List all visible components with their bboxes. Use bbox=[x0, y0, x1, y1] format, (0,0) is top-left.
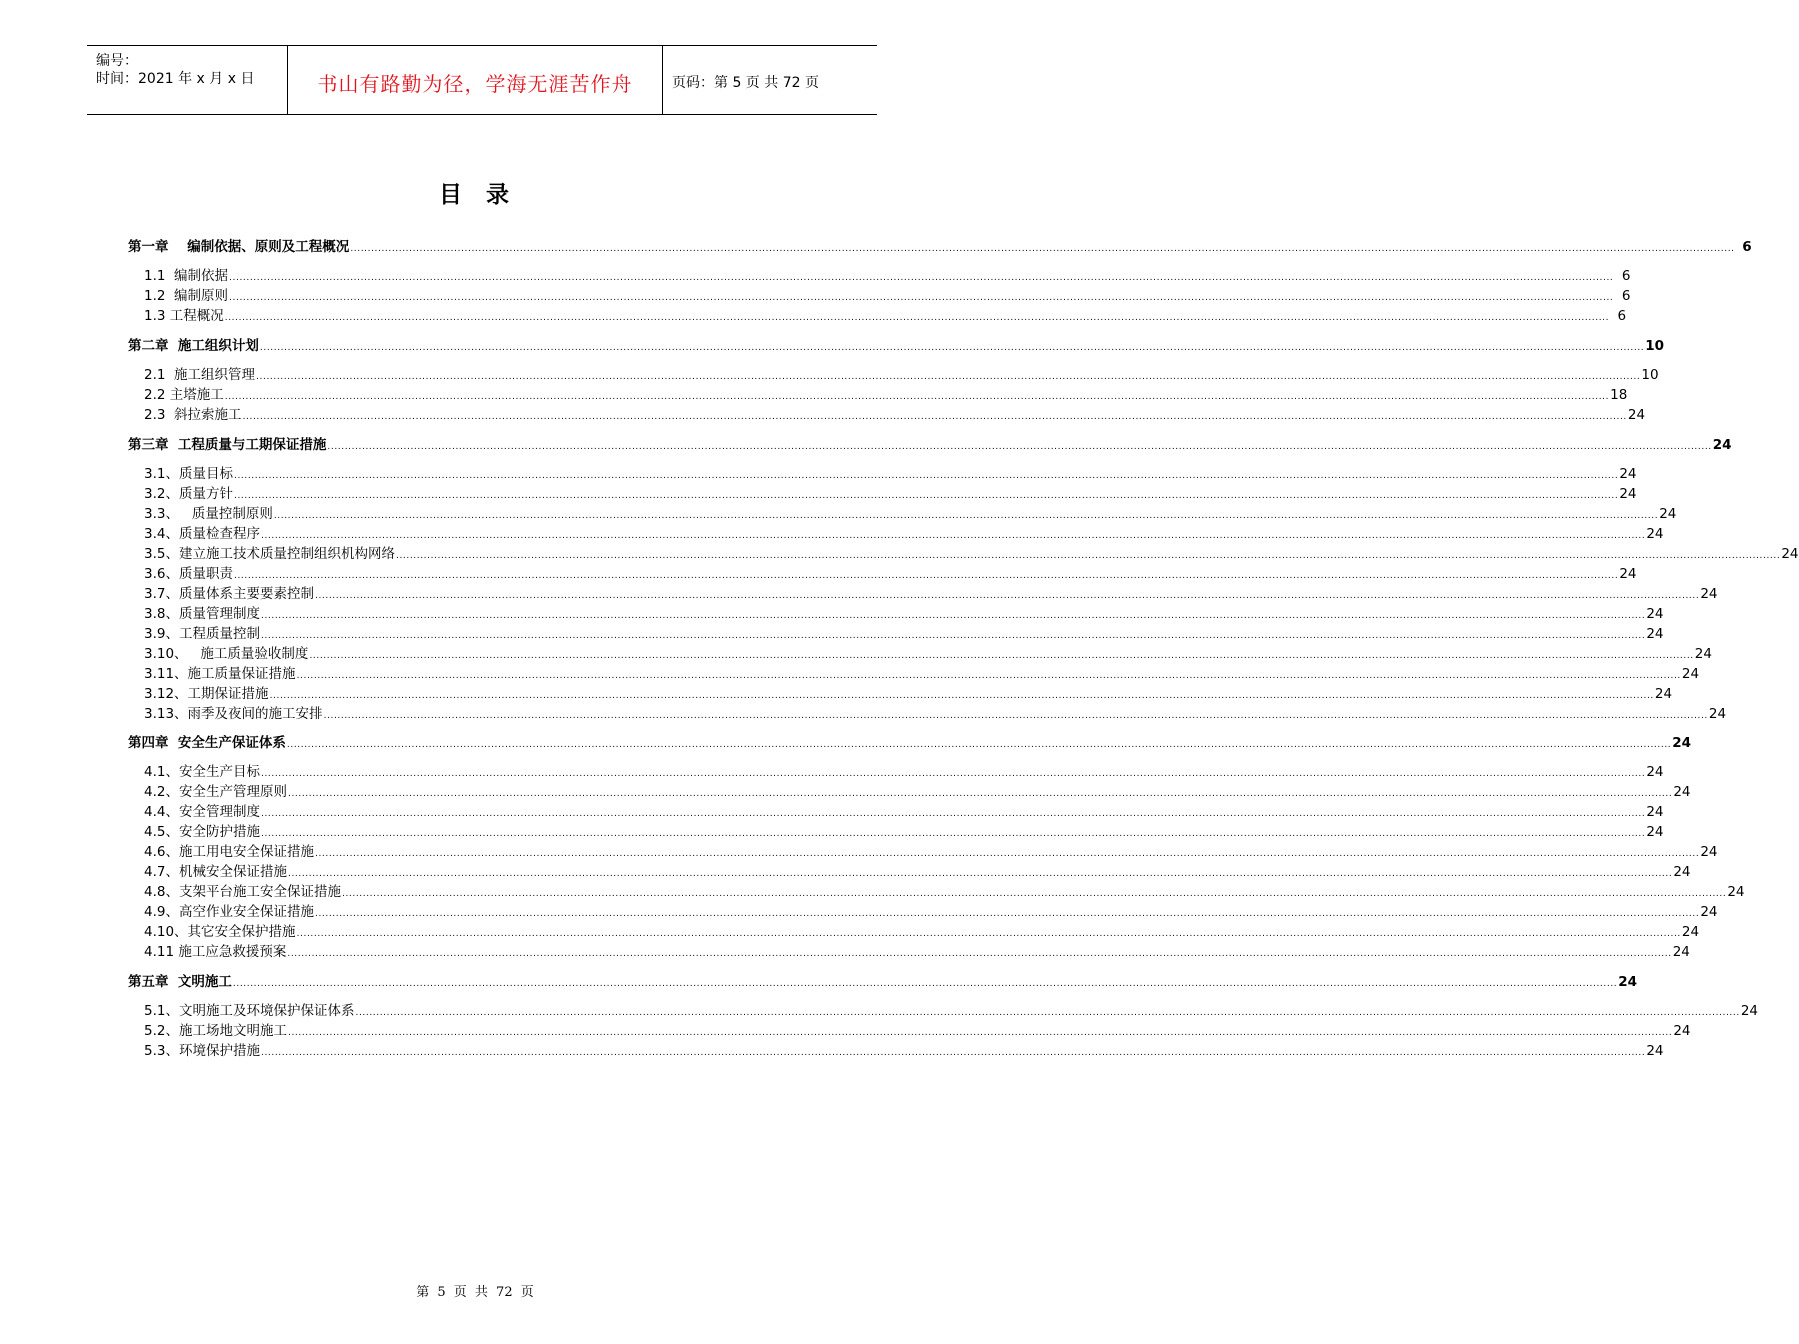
toc-dot-leader: ................................................................................................................................................................................................................................................................................................................................................................................................................ bbox=[287, 789, 1673, 799]
toc-dot-leader: ................................................................................................................................................................................................................................................................................................................................................................................................................ bbox=[341, 889, 1727, 899]
toc-chapter-entry[interactable] bbox=[128, 434, 1732, 454]
toc-page-number: 24 bbox=[1646, 626, 1664, 642]
toc-page-number: 24 bbox=[1708, 706, 1727, 722]
toc-dot-leader: ................................................................................................................................................................................................................................................................................................................................................................................................................ bbox=[260, 769, 1646, 779]
toc-page-number: 24 bbox=[1646, 804, 1664, 820]
toc-page-number: 24 bbox=[1659, 506, 1677, 522]
toc-section-entry[interactable] bbox=[144, 603, 1664, 623]
toc-dot-leader: ................................................................................................................................................................................................................................................................................................................................................................................................................ bbox=[314, 849, 1700, 859]
toc-page-number: 6 bbox=[1621, 288, 1631, 304]
toc-page-number: 24 bbox=[1681, 666, 1700, 682]
toc-section-entry[interactable] bbox=[144, 781, 1691, 801]
header-motto: 书山有路勤为径，学海无涯苦作舟 bbox=[317, 72, 633, 96]
document-number-label: 编号： bbox=[96, 53, 138, 69]
toc-section-entry[interactable] bbox=[144, 881, 1745, 901]
toc-section-entry[interactable] bbox=[144, 761, 1664, 781]
toc-chapter-entry[interactable] bbox=[128, 971, 1638, 991]
toc-page-number: 10 bbox=[1641, 367, 1659, 383]
toc-entry-label: 1.2 编制原则 bbox=[144, 288, 229, 304]
toc-dot-leader: ................................................................................................................................................................................................................................................................................................................................................................................................................ bbox=[260, 531, 1646, 541]
toc-page-number: 24 bbox=[1727, 884, 1745, 900]
toc-section-entry[interactable] bbox=[144, 703, 1727, 723]
toc-entry-label: 3.11、施工质量保证措施 bbox=[144, 666, 296, 682]
toc-section-entry[interactable] bbox=[144, 563, 1637, 583]
toc-entry-label: 5.3、环境保护措施 bbox=[144, 1043, 260, 1059]
toc-page-number: 10 bbox=[1645, 338, 1665, 354]
toc-chapter-entry[interactable] bbox=[128, 732, 1692, 752]
toc-section-entry[interactable] bbox=[144, 861, 1691, 881]
toc-entry-label: 第二章 施工组织计划 bbox=[128, 338, 259, 354]
toc-dot-leader: ................................................................................................................................................................................................................................................................................................................................................................................................................ bbox=[233, 471, 1619, 481]
toc-section-entry[interactable] bbox=[144, 463, 1637, 483]
document-time-label: 时间：2021 年 x 月 x 日 bbox=[96, 71, 255, 87]
toc-dot-leader: ................................................................................................................................................................................................................................................................................................................................................................................................................ bbox=[229, 273, 1614, 283]
toc-entry-label: 4.7、机械安全保证措施 bbox=[144, 864, 287, 880]
toc-section-entry[interactable] bbox=[144, 623, 1664, 643]
toc-dot-leader: ................................................................................................................................................................................................................................................................................................................................................................................................................ bbox=[233, 571, 1619, 581]
toc-section-entry[interactable] bbox=[144, 384, 1628, 404]
toc-section-entry[interactable] bbox=[144, 583, 1718, 603]
toc-page-number: 24 bbox=[1619, 566, 1637, 582]
toc-entry-label: 2.1 施工组织管理 bbox=[144, 367, 256, 383]
toc-entry-label: 4.2、安全生产管理原则 bbox=[144, 784, 287, 800]
toc-section-entry[interactable] bbox=[144, 503, 1677, 523]
toc-page-number: 24 bbox=[1646, 526, 1664, 542]
toc-dot-leader: ................................................................................................................................................................................................................................................................................................................................................................................................................ bbox=[309, 651, 1694, 661]
toc-dot-leader: ................................................................................................................................................................................................................................................................................................................................................................................................................ bbox=[259, 343, 1645, 353]
toc-entry-label: 1.1 编制依据 bbox=[144, 268, 229, 284]
toc-page-number: 24 bbox=[1672, 735, 1692, 751]
toc-entry-label: 3.4、质量检查程序 bbox=[144, 526, 260, 542]
toc-page-number: 24 bbox=[1673, 1023, 1691, 1039]
toc-page-number: 24 bbox=[1673, 864, 1691, 880]
toc-dot-leader: ................................................................................................................................................................................................................................................................................................................................................................................................................ bbox=[395, 551, 1781, 561]
toc-entry-label: 3.6、质量职责 bbox=[144, 566, 233, 582]
toc-dot-leader: ................................................................................................................................................................................................................................................................................................................................................................................................................ bbox=[296, 929, 1681, 939]
toc-chapter-entry[interactable] bbox=[128, 335, 1665, 355]
toc-dot-leader: ................................................................................................................................................................................................................................................................................................................................................................................................................ bbox=[233, 491, 1619, 501]
toc-entry-label: 2.3 斜拉索施工 bbox=[144, 407, 242, 423]
toc-entry-label: 4.6、施工用电安全保证措施 bbox=[144, 844, 314, 860]
toc-page-number: 24 bbox=[1618, 974, 1638, 990]
toc-page-number: 24 bbox=[1619, 486, 1637, 502]
toc-page-number: 24 bbox=[1619, 466, 1637, 482]
toc-entry-label: 3.3、 质量控制原则 bbox=[144, 506, 273, 522]
toc-section-entry[interactable] bbox=[144, 285, 1631, 305]
toc-section-entry[interactable] bbox=[144, 801, 1664, 821]
toc-dot-leader: ................................................................................................................................................................................................................................................................................................................................................................................................................ bbox=[323, 711, 1708, 721]
toc-dot-leader: ................................................................................................................................................................................................................................................................................................................................................................................................................ bbox=[242, 412, 1627, 422]
toc-dot-leader: ................................................................................................................................................................................................................................................................................................................................................................................................................ bbox=[260, 631, 1646, 641]
toc-entry-label: 3.1、质量目标 bbox=[144, 466, 233, 482]
toc-dot-leader: ................................................................................................................................................................................................................................................................................................................................................................................................................ bbox=[287, 949, 1672, 959]
toc-entry-label: 4.11 施工应急救援预案 bbox=[144, 944, 287, 960]
toc-page-number: 24 bbox=[1700, 904, 1718, 920]
toc-dot-leader: ................................................................................................................................................................................................................................................................................................................................................................................................................ bbox=[286, 740, 1672, 750]
toc-entry-label: 4.8、支架平台施工安全保证措施 bbox=[144, 884, 341, 900]
toc-section-entry[interactable] bbox=[144, 1020, 1691, 1040]
toc-page-number: 6 bbox=[1621, 268, 1631, 284]
toc-section-entry[interactable] bbox=[144, 1040, 1664, 1060]
toc-dot-leader: ................................................................................................................................................................................................................................................................................................................................................................................................................ bbox=[327, 442, 1712, 452]
title-char-right: 录 bbox=[486, 182, 511, 208]
toc-dot-leader: ................................................................................................................................................................................................................................................................................................................................................................................................................ bbox=[224, 392, 1610, 402]
toc-section-entry[interactable] bbox=[144, 404, 1646, 424]
toc-section-entry[interactable] bbox=[144, 921, 1700, 941]
toc-page-number: 6 bbox=[1742, 239, 1752, 255]
toc-entry-label: 3.13、雨季及夜间的施工安排 bbox=[144, 706, 323, 722]
toc-section-entry[interactable] bbox=[144, 543, 1799, 563]
toc-section-entry[interactable] bbox=[144, 821, 1664, 841]
toc-dot-leader: ................................................................................................................................................................................................................................................................................................................................................................................................................ bbox=[260, 1048, 1646, 1058]
toc-entry-label: 2.2 主塔施工 bbox=[144, 387, 224, 403]
toc-entry-label: 3.2、质量方针 bbox=[144, 486, 233, 502]
toc-page-number: 24 bbox=[1627, 407, 1646, 423]
toc-dot-leader: ................................................................................................................................................................................................................................................................................................................................................................................................................ bbox=[224, 313, 1610, 323]
toc-dot-leader: ................................................................................................................................................................................................................................................................................................................................................................................................................ bbox=[314, 591, 1700, 601]
toc-entry-label: 4.9、高空作业安全保证措施 bbox=[144, 904, 314, 920]
toc-entry-label: 5.2、施工场地文明施工 bbox=[144, 1023, 287, 1039]
toc-entry-label: 3.9、工程质量控制 bbox=[144, 626, 260, 642]
header-page-info: 页码：第 5 页 共 72 页 bbox=[672, 75, 819, 91]
toc-page-number: 24 bbox=[1646, 606, 1664, 622]
toc-dot-leader: ................................................................................................................................................................................................................................................................................................................................................................................................................ bbox=[229, 293, 1614, 303]
toc-section-entry[interactable] bbox=[144, 683, 1673, 703]
toc-page-number: 24 bbox=[1712, 437, 1732, 453]
toc-entry-label: 3.12、工期保证措施 bbox=[144, 686, 269, 702]
toc-page-number: 24 bbox=[1700, 844, 1718, 860]
toc-section-entry[interactable] bbox=[144, 663, 1700, 683]
toc-page-number: 24 bbox=[1740, 1003, 1759, 1019]
toc-entry-label: 3.10、 施工质量验收制度 bbox=[144, 646, 309, 662]
toc-section-entry[interactable] bbox=[144, 941, 1690, 961]
toc-entry-label: 第三章 工程质量与工期保证措施 bbox=[128, 437, 327, 453]
toc-page-number: 6 bbox=[1617, 308, 1627, 324]
toc-page-number: 24 bbox=[1673, 784, 1691, 800]
toc-section-entry[interactable] bbox=[144, 265, 1631, 285]
toc-dot-leader: ................................................................................................................................................................................................................................................................................................................................................................................................................ bbox=[260, 611, 1646, 621]
toc-entry-label: 3.8、质量管理制度 bbox=[144, 606, 260, 622]
toc-section-entry[interactable] bbox=[144, 305, 1627, 325]
toc-dot-leader: ................................................................................................................................................................................................................................................................................................................................................................................................................ bbox=[350, 244, 1735, 254]
toc-page-number: 18 bbox=[1610, 387, 1628, 403]
toc-entry-label: 3.7、质量体系主要要素控制 bbox=[144, 586, 314, 602]
toc-page-number: 24 bbox=[1681, 924, 1700, 940]
toc-section-entry[interactable] bbox=[144, 1000, 1759, 1020]
toc-dot-leader: ................................................................................................................................................................................................................................................................................................................................................................................................................ bbox=[232, 979, 1618, 989]
toc-dot-leader: ................................................................................................................................................................................................................................................................................................................................................................................................................ bbox=[355, 1008, 1740, 1018]
toc-entry-label: 4.1、安全生产目标 bbox=[144, 764, 260, 780]
toc-page-number: 24 bbox=[1672, 944, 1690, 960]
toc-entry-label: 4.10、其它安全保护措施 bbox=[144, 924, 296, 940]
toc-chapter-entry[interactable] bbox=[128, 236, 1752, 256]
toc-entry-label: 第一章 编制依据、原则及工程概况 bbox=[128, 239, 350, 255]
toc-dot-leader: ................................................................................................................................................................................................................................................................................................................................................................................................................ bbox=[260, 829, 1646, 839]
page-footer: 第 5 页 共 72 页 bbox=[416, 1285, 534, 1300]
toc-section-entry[interactable] bbox=[144, 364, 1659, 384]
toc-dot-leader: ................................................................................................................................................................................................................................................................................................................................................................................................................ bbox=[260, 809, 1646, 819]
toc-page-number: 24 bbox=[1646, 764, 1664, 780]
toc-page-number: 24 bbox=[1654, 686, 1673, 702]
toc-dot-leader: ................................................................................................................................................................................................................................................................................................................................................................................................................ bbox=[287, 869, 1673, 879]
toc-page-number: 24 bbox=[1694, 646, 1712, 662]
toc-dot-leader: ................................................................................................................................................................................................................................................................................................................................................................................................................ bbox=[287, 1028, 1673, 1038]
toc-entry-label: 第五章 文明施工 bbox=[128, 974, 232, 990]
toc-dot-leader: ................................................................................................................................................................................................................................................................................................................................................................................................................ bbox=[269, 691, 1654, 701]
toc-section-entry[interactable] bbox=[144, 523, 1664, 543]
toc-entry-label: 3.5、建立施工技术质量控制组织机构网络 bbox=[144, 546, 395, 562]
toc-page-number: 24 bbox=[1700, 586, 1718, 602]
toc-dot-leader: ................................................................................................................................................................................................................................................................................................................................................................................................................ bbox=[273, 511, 1659, 521]
toc-page-number: 24 bbox=[1646, 824, 1664, 840]
toc-page-number: 24 bbox=[1781, 546, 1799, 562]
toc-section-entry[interactable] bbox=[144, 643, 1712, 663]
toc-dot-leader: ................................................................................................................................................................................................................................................................................................................................................................................................................ bbox=[314, 909, 1700, 919]
toc-section-entry[interactable] bbox=[144, 841, 1718, 861]
toc-page-number: 24 bbox=[1646, 1043, 1664, 1059]
toc-section-entry[interactable] bbox=[144, 901, 1718, 921]
toc-entry-label: 第四章 安全生产保证体系 bbox=[128, 735, 286, 751]
toc-dot-leader: ................................................................................................................................................................................................................................................................................................................................................................................................................ bbox=[296, 671, 1681, 681]
toc-entry-label: 1.3 工程概况 bbox=[144, 308, 224, 324]
toc-entry-label: 4.5、安全防护措施 bbox=[144, 824, 260, 840]
toc-entry-label: 5.1、文明施工及环境保护保证体系 bbox=[144, 1003, 355, 1019]
toc-section-entry[interactable] bbox=[144, 483, 1637, 503]
toc-entry-label: 4.4、安全管理制度 bbox=[144, 804, 260, 820]
toc-dot-leader: ................................................................................................................................................................................................................................................................................................................................................................................................................ bbox=[256, 372, 1641, 382]
title-char-left: 目 bbox=[439, 182, 464, 208]
